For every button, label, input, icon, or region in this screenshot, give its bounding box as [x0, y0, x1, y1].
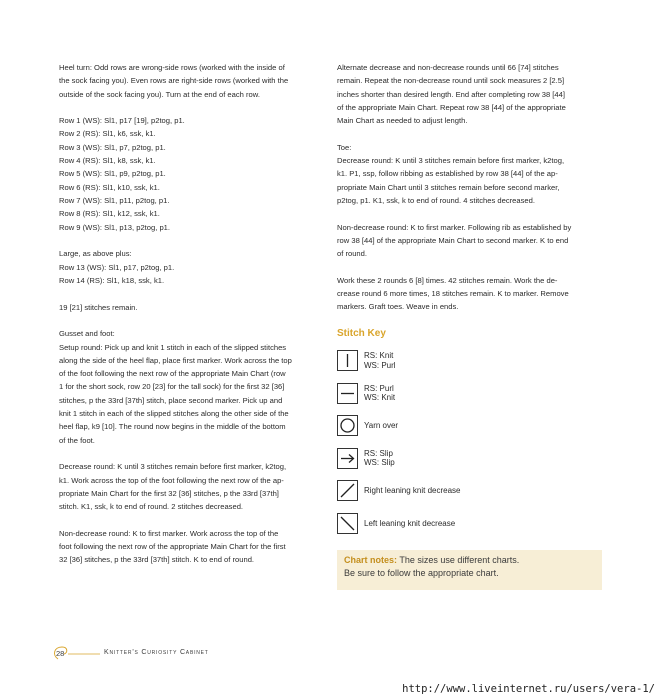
toe-non-decrease-paragraph: Non-decrease round: K to first marker. Following rib as established by row 38 [44] of the appropriate Main Chart to second marker. K to end of round. — [337, 222, 572, 259]
page-number: 28 — [56, 649, 65, 658]
right-leaning-decrease-icon — [337, 480, 358, 501]
row-instruction: Row 7 (WS): Sl1, p11, p2tog, p1. — [59, 195, 170, 205]
stitch-key-item: RS: Knit WS: Purl — [337, 349, 605, 373]
alternate-rounds-paragraph: Alternate decrease and non-decrease rounds until 66 [74] stitches remain. Repeat the non-decrease round until sock measures 2 [2.5] inches shorter than desired length. End after completing row 38 [44] of the appropriate Main Chart. Repeat row 38 [44] of the appropriate Main Chart as needed to adjust length. — [337, 63, 566, 126]
stitches-remain-note: 19 [21] stitches remain. — [59, 302, 138, 312]
chart-notes-box: Chart notes: The sizes use different charts. Be sure to follow the appropriate chart. — [337, 550, 602, 590]
left-leaning-decrease-icon — [337, 513, 358, 534]
row-instruction: Row 8 (RS): Sl1, k12, ssk, k1. — [59, 209, 160, 219]
stitch-key-list — [337, 349, 605, 536]
stitch-key-item: RS: Slip WS: Slip — [337, 446, 605, 470]
decrease-round-paragraph: Decrease round: K until 3 stitches remain before first marker, k2tog, k1. Work across the top of the foot following the next row of the ap- propriate Main Chart for the first 32 [36] stitches, p the 33rd [37th] stitch. K1, ssk, k to end of round. 2 stitches decreased. — [59, 462, 287, 512]
slip-symbol-icon — [337, 448, 358, 469]
row-instruction: Row 1 (WS): Sl1, p17 [19], p2tog, p1. — [59, 116, 185, 126]
heel-rows-list — [59, 114, 323, 234]
non-decrease-round-paragraph: Non-decrease round: K to first marker. Work across the top of the foot following the next row of the appropriate Main Chart for the first 32 [36] stitches, p the 33rd [37th] stitch. K to end of round. — [59, 528, 286, 565]
large-size-rows: Large, as above plus: Row 13 (WS): Sl1, p17, p2tog, p1. Row 14 (RS): Sl1, k18, ssk, k1. — [59, 249, 175, 286]
row-instruction: Row 6 (RS): Sl1, k10, ssk, k1. — [59, 182, 160, 192]
row-instruction: Row 5 (WS): Sl1, p9, p2tog, p1. — [59, 169, 166, 179]
row-instruction: Row 2 (RS): Sl1, k6, ssk, k1. — [59, 129, 156, 139]
gusset-paragraph: Gusset and foot: Setup round: Pick up and knit 1 stitch in each of the slipped stitches along the side of the heel flap, place first marker. Work across the top of the foot following the next row of the appropriate Main Chart (row 1 for the short sock, row 20 [23] for the tall sock) for the first 32 [36] stitches, p the 33rd [37th] stitch, place second marker. Pick up and knit 1 stitch in each of the slipped stitches along the other side of the heel flap, k9 [10]. The round now begins in the middle of the bottom of the foot. — [59, 329, 292, 445]
book-title: Knitter's Curiosity Cabinet — [104, 649, 209, 656]
watermark-url: http://www.liveinternet.ru/users/vera-1/ — [402, 683, 655, 695]
heel-turn-paragraph: Heel turn: Odd rows are wrong-side rows (worked with the inside of the sock facing you). Even rows are right-side rows (worked with the outside of the sock facing you). Turn at the end of each row. — [59, 63, 289, 99]
stitch-key-item: RS: Purl WS: Knit — [337, 381, 605, 405]
row-instruction: Row 4 (RS): Sl1, k8, ssk, k1. — [59, 156, 156, 166]
finish-paragraph: Work these 2 rounds 6 [8] times. 42 stitches remain. Work the de- crease round 6 more times, 18 stitches remain. K to marker. Remove markers. Graft toes. Weave in ends. — [337, 275, 569, 312]
page-footer — [50, 645, 250, 663]
left-column — [59, 61, 323, 580]
stitch-key-item: Right leaning knit decrease — [337, 479, 605, 503]
row-instruction: Row 3 (WS): Sl1, p7, p2tog, p1. — [59, 142, 166, 152]
chart-notes-label: Chart notes: — [344, 555, 398, 565]
purl-symbol-icon — [337, 383, 358, 404]
toe-paragraph: Toe: Decrease round: K until 3 stitches remain before first marker, k2tog, k1. P1, ssp, follow ribbing as established by row 38 [44] of the ap- propriate Main Chart until 3 stitches remain before second marker, p2tog, p1. K1, ssk, k to end of round. 4 stitches decreased. — [337, 142, 565, 205]
yarn-over-symbol-icon — [337, 415, 358, 436]
right-column — [337, 61, 605, 544]
row-instruction: Row 9 (WS): Sl1, p13, p2tog, p1. — [59, 222, 171, 232]
knit-symbol-icon — [337, 350, 358, 371]
stitch-key-item: Left leaning knit decrease — [337, 511, 605, 535]
stitch-key-title: Stitch Key — [337, 327, 386, 339]
stitch-key-item: Yarn over — [337, 414, 605, 438]
